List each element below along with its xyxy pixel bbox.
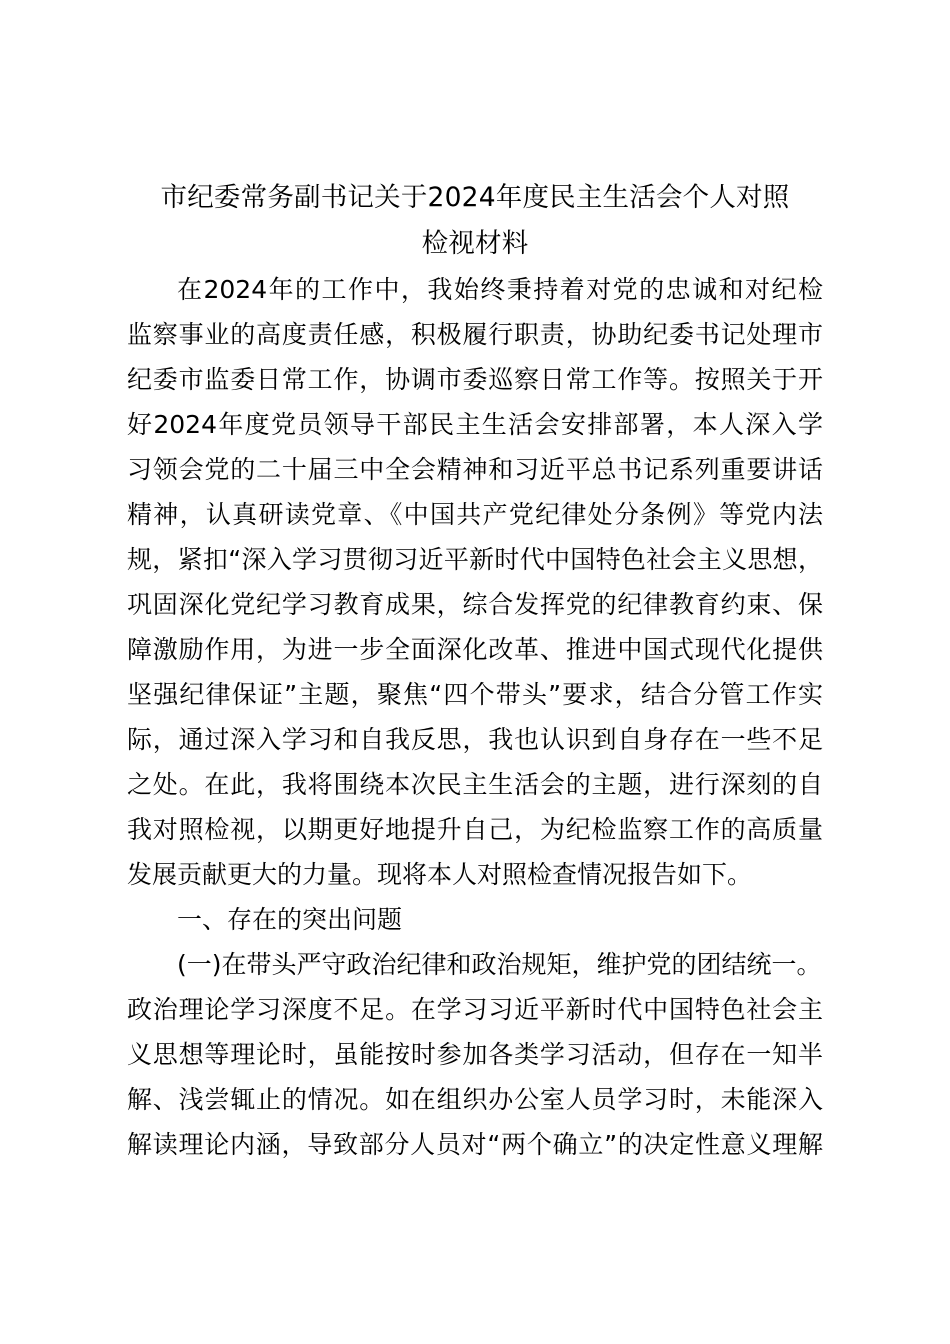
- paragraph-line: 政治理论学习深度不足。在学习习近平新时代中国特色社会主: [127, 995, 823, 1024]
- title-line-1: 市纪委常务副书记关于2024年度民主生活会个人对照: [160, 182, 790, 213]
- document-body: [127, 175, 823, 1167]
- paragraph-line: 坚强纪律保证”主题，聚焦“四个带头”要求，结合分管工作实: [127, 680, 823, 709]
- paragraph-line: 精神，认真研读党章、《中国共产党纪律处分条例》等党内法: [127, 500, 823, 529]
- paragraph-line: 之处。在此，我将围绕本次民主生活会的主题，进行深刻的自: [127, 770, 823, 799]
- paragraph-line: 好2024年度党员领导干部民主生活会安排部署，本人深入学: [127, 410, 823, 439]
- paragraph-line: 监察事业的高度责任感，积极履行职责，协助纪委书记处理市: [127, 320, 823, 349]
- document-title: [127, 175, 823, 267]
- paragraph-line: 巩固深化党纪学习教育成果，综合发挥党的纪律教育约束、保: [127, 590, 823, 619]
- paragraph-line: 习领会党的二十届三中全会精神和习近平总书记系列重要讲话: [127, 455, 823, 484]
- paragraph-line: 纪委市监委日常工作，协调市委巡察日常工作等。按照关于开: [127, 365, 823, 394]
- paragraph-line: 解、浅尝辄止的情况。如在组织办公室人员学习时，未能深入: [127, 1085, 823, 1114]
- section-heading: 一、存在的突出问题: [177, 905, 403, 934]
- paragraph-line: 在2024年的工作中，我始终秉持着对党的忠诚和对纪检: [177, 275, 823, 304]
- paragraph-line: (一)在带头严守政治纪律和政治规矩，维护党的团结统一。: [177, 950, 822, 979]
- section-paragraph: [127, 942, 823, 1167]
- paragraph-line: 障激励作用，为进一步全面深化改革、推进中国式现代化提供: [127, 635, 823, 664]
- title-line-2: 检视材料: [421, 228, 529, 259]
- paragraph-line: 规，紧扣“深入学习贯彻习近平新时代中国特色社会主义思想，: [127, 545, 823, 574]
- paragraph-line: 我对照检视，以期更好地提升自己，为纪检监察工作的高质量: [127, 815, 823, 844]
- paragraph-line: 发展贡献更大的力量。现将本人对照检查情况报告如下。: [127, 860, 753, 889]
- intro-paragraph: [127, 267, 823, 897]
- paragraph-line: 际，通过深入学习和自我反思，我也认识到自身存在一些不足: [127, 725, 823, 754]
- paragraph-line: 解读理论内涵，导致部分人员对“两个确立”的决定性意义理解: [127, 1130, 823, 1159]
- paragraph-line: 义思想等理论时，虽能按时参加各类学习活动，但存在一知半: [127, 1040, 823, 1069]
